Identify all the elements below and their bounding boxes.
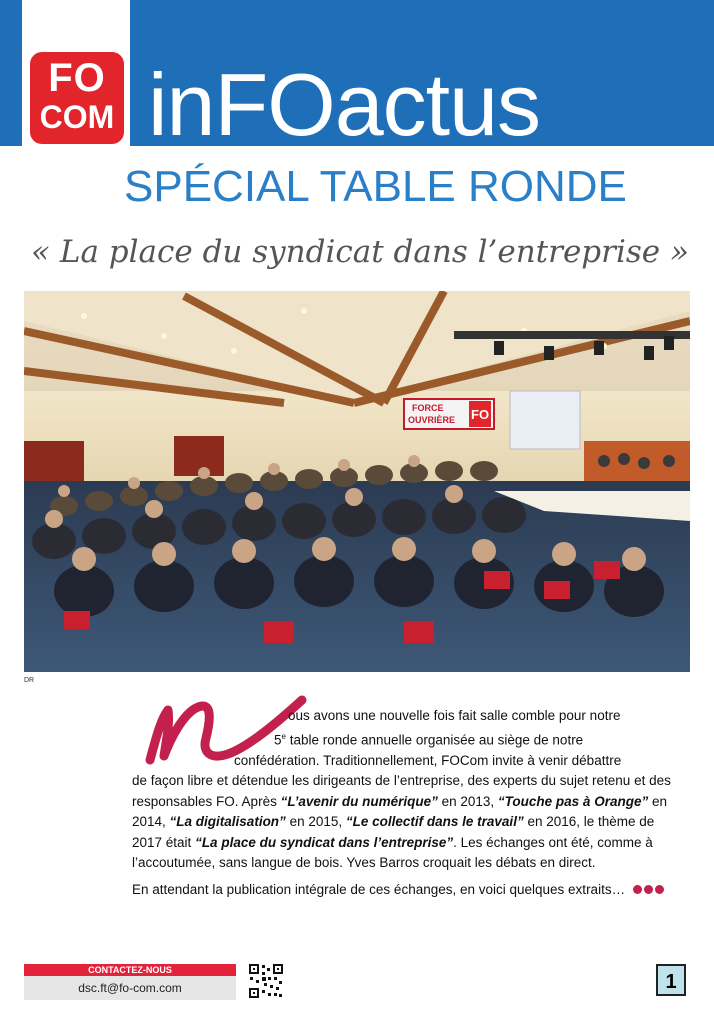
topic-2014: “Touche pas à Orange” <box>497 793 649 809</box>
contact-email-link[interactable]: dsc.ft@fo-com.com <box>24 976 236 1000</box>
title-part-fo: FO <box>214 55 335 154</box>
logo-reflection <box>30 146 124 192</box>
topic-2016: “Le collectif dans le travail” <box>345 814 524 829</box>
ellipsis-dots-icon <box>633 880 666 901</box>
page-number: 1 <box>656 964 686 996</box>
article-line-1: ous avons une nouvelle fois fait salle comble pour notre <box>288 708 621 723</box>
contact-heading: CONTACTEZ-NOUS <box>24 964 236 976</box>
article-paragraph-2 <box>132 880 684 901</box>
banner-fo-logo: FO <box>471 407 490 422</box>
conference-photo <box>24 291 690 672</box>
banner-force: FORCE <box>412 403 444 413</box>
article-line-2 <box>132 727 684 751</box>
topic-2015: “La digitalisation” <box>169 814 286 829</box>
article-text-c: en 2014, <box>132 793 667 829</box>
qr-code-icon <box>248 963 284 999</box>
article-body <box>132 706 684 900</box>
article-line-3: confédération. Traditionnellement, FOCom invite à venir débattre <box>234 752 622 768</box>
article-text-a: de façon libre et détendue les dirigeants de l’entreprise, des experts du sujet retenu et des responsables FO. Après <box>132 773 671 809</box>
logo-text-fo: FO <box>48 56 106 100</box>
article-text-b: en 2013, <box>437 793 498 809</box>
banner-ouvriere: OUVRIÈRE <box>408 415 456 425</box>
photo-credit: DR <box>24 677 35 684</box>
article-closing-text: En attendant la publication intégrale de ces échanges, en voici quelques extraits… <box>132 881 626 897</box>
masthead-title <box>148 50 708 160</box>
logo-text-com: COM <box>39 99 115 135</box>
edition-number: 5 <box>274 732 282 747</box>
issue-subtitle: SPÉCIAL TABLE RONDE <box>124 162 627 211</box>
title-part-in: in <box>148 55 215 154</box>
article-text-f: . Les échanges ont été, comme à l’accoutumée, sans langue de bois. Yves Barros croquait les débats en direct. <box>132 834 653 870</box>
edition-suffix: e <box>281 731 286 741</box>
contact-block <box>24 964 236 1002</box>
article-text-e: en 2016, le thème de 2017 était <box>132 814 655 850</box>
topic-2017: “La place du syndicat dans l’entreprise” <box>195 834 454 850</box>
issue-theme-quote: « La place du syndicat dans l’entreprise » <box>31 234 689 270</box>
title-part-actus: actus <box>334 55 541 154</box>
article-paragraph-1 <box>132 706 684 874</box>
topic-2013: “L’avenir du numérique” <box>280 793 438 809</box>
article-line-2-text: table ronde annuelle organisée au siège de notre <box>285 732 584 747</box>
article-text-d: en 2015, <box>285 814 346 829</box>
